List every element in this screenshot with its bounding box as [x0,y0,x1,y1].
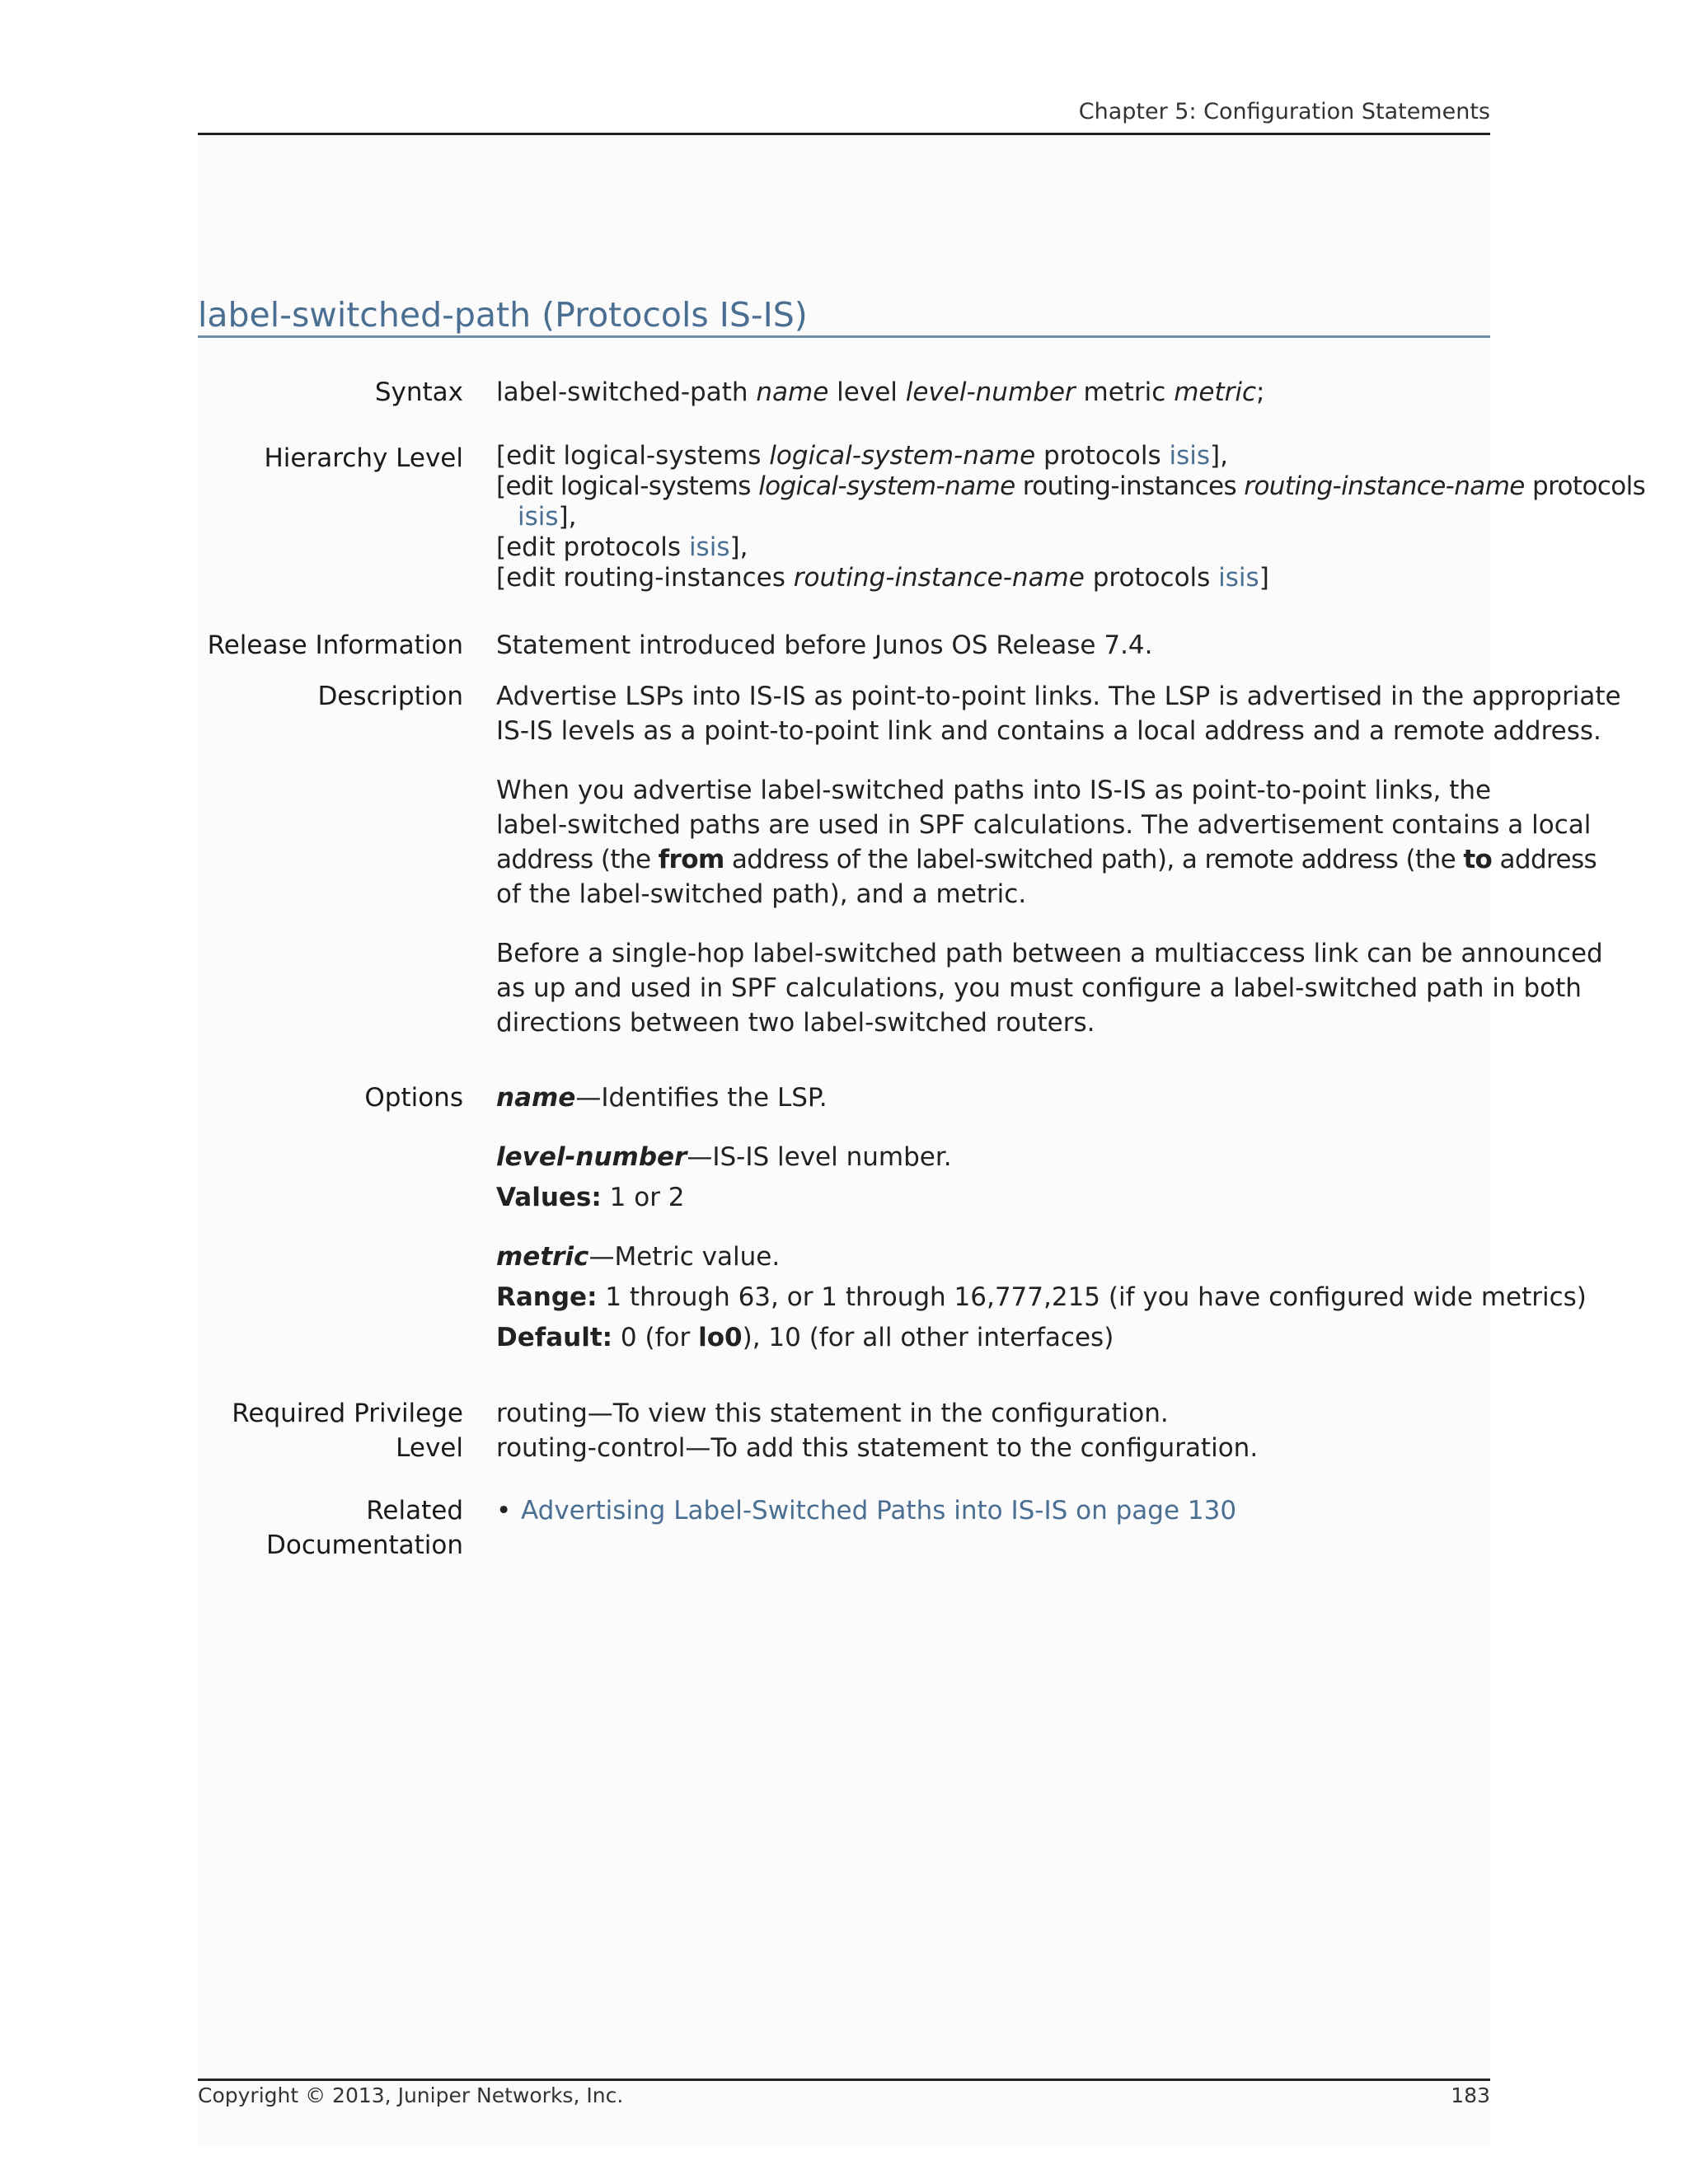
syntax-keyword: level [828,377,906,407]
hierarchy-text: protocols [1524,471,1646,501]
description-text: address of the label-switched path), a remote address (the [724,845,1464,874]
related-doc-link[interactable]: Advertising Label-Switched Paths into IS-IS on page 130 [521,1496,1237,1526]
isis-link[interactable]: isis [1218,563,1259,593]
release-text: Statement introduced before Junos OS Release 7.4. [496,630,1153,660]
hierarchy-text: protocols [1035,441,1170,471]
hierarchy-text: [edit logical-systems [496,441,770,471]
syntax-semicolon: ; [1256,377,1265,407]
range-text: 1 through 63, or 1 through 16,777,215 (if you have configured wide metrics) [597,1282,1587,1312]
description-line: Advertise LSPs into IS-IS as point-to-point links. The LSP is advertised in the appropriate [496,682,1621,711]
syntax-text [496,375,1490,410]
syntax-label: Syntax [374,377,463,407]
hierarchy-line [496,441,1490,471]
hierarchy-text: [edit logical-systems [496,471,759,501]
option-term: name [496,1083,576,1113]
header-rule [198,133,1490,135]
related-label [198,1493,463,1563]
description-line: label-switched paths are used in SPF calculations. The advertisement contains a local [496,810,1592,840]
description-paragraph [496,679,1621,748]
title-rule [198,335,1490,338]
option-description: —Metric value. [588,1242,781,1272]
description-paragraph [496,936,1603,1040]
page-number: 183 [1451,2083,1490,2107]
hierarchy-line [496,502,1490,532]
hierarchy-text: ], [558,502,577,532]
privilege-line: routing-control—To add this statement to the configuration. [496,1433,1259,1463]
hierarchy-text: [edit routing-instances [496,563,794,593]
hierarchy-text: protocols [1084,563,1219,593]
option-level-number [496,1140,1490,1215]
to-keyword: to [1463,845,1493,874]
privilege-label-line: Required Privilege [232,1399,463,1428]
hierarchy-text: ], [729,532,748,562]
description-line: When you advertise label-switched paths into IS-IS as point-to-point links, the [496,776,1492,805]
syntax-variable-level: level-number [905,377,1076,407]
related-list [496,1493,1490,1528]
isis-link[interactable]: isis [518,502,559,532]
hierarchy-line [496,471,1646,502]
hierarchy-variable: logical-system-name [758,471,1015,501]
hierarchy-variable: routing-instance-name [793,563,1085,593]
option-description: —Identifies the LSP. [575,1083,828,1113]
syntax-variable-metric: metric [1174,377,1257,407]
description-line: Before a single-hop label-switched path between a multiaccess link can be announced [496,939,1603,968]
hierarchy-line [496,563,1490,593]
syntax-variable-name: name [756,377,829,407]
hierarchy-text: ], [1210,441,1228,471]
footer-rule [198,2079,1490,2081]
option-metric [496,1240,1587,1355]
privilege-label-line: Level [396,1433,463,1463]
hierarchy-variable: logical-system-name [769,441,1036,471]
page-title: label-switched-path (Protocols IS-IS) [198,295,808,335]
options-label: Options [364,1083,463,1113]
related-item [496,1493,1490,1528]
from-keyword: from [658,845,724,874]
related-label-line: Documentation [266,1530,463,1560]
option-description: —IS-IS level number. [687,1142,952,1172]
description-line: of the label-switched path), and a metric. [496,879,1027,909]
description-label: Description [317,682,463,711]
bullet-icon: • [496,1496,512,1526]
lo0-keyword: lo0 [698,1323,743,1352]
hierarchy-text: [edit protocols [496,532,689,562]
privilege-label [198,1396,463,1465]
isis-link[interactable]: isis [688,532,730,562]
isis-link[interactable]: isis [1169,441,1210,471]
description-line: IS-IS levels as a point-to-point link and contains a local address and a remote address. [496,716,1601,746]
option-name [496,1080,1490,1115]
description-line: as up and used in SPF calculations, you must configure a label-switched path in both [496,973,1582,1003]
related-label-line: Related [366,1496,463,1526]
footer-copyright: Copyright © 2013, Juniper Networks, Inc. [198,2083,624,2107]
hierarchy-text: routing-instances [1015,471,1245,501]
range-label: Range: [496,1282,598,1312]
options-list [496,1080,1587,1380]
syntax-keyword: label-switched-path [496,377,757,407]
description-body [496,679,1621,1065]
chapter-header: Chapter 5: Configuration Statements [1078,99,1490,124]
privilege-text [496,1396,1490,1465]
hierarchy-text: ] [1259,563,1269,593]
release-label: Release Information [207,630,463,660]
default-text: 0 (for [612,1323,699,1352]
syntax-keyword: metric [1075,377,1175,407]
option-term: level-number [496,1142,687,1172]
hierarchy-list [496,441,1646,593]
default-label: Default: [496,1323,613,1352]
privilege-line: routing—To view this statement in the configuration. [496,1399,1169,1428]
description-line: directions between two label-switched routers. [496,1008,1095,1038]
description-text: address (the [496,845,659,874]
hierarchy-line [496,532,1490,563]
description-text: address [1492,845,1597,874]
option-term: metric [496,1242,589,1272]
values-text: 1 or 2 [601,1183,685,1212]
hierarchy-label: Hierarchy Level [264,443,463,473]
description-paragraph [496,773,1597,912]
hierarchy-variable: routing-instance-name [1244,471,1525,501]
description-line [496,842,1597,877]
values-label: Values: [496,1183,602,1212]
default-text: ), 10 (for all other interfaces) [742,1323,1114,1352]
